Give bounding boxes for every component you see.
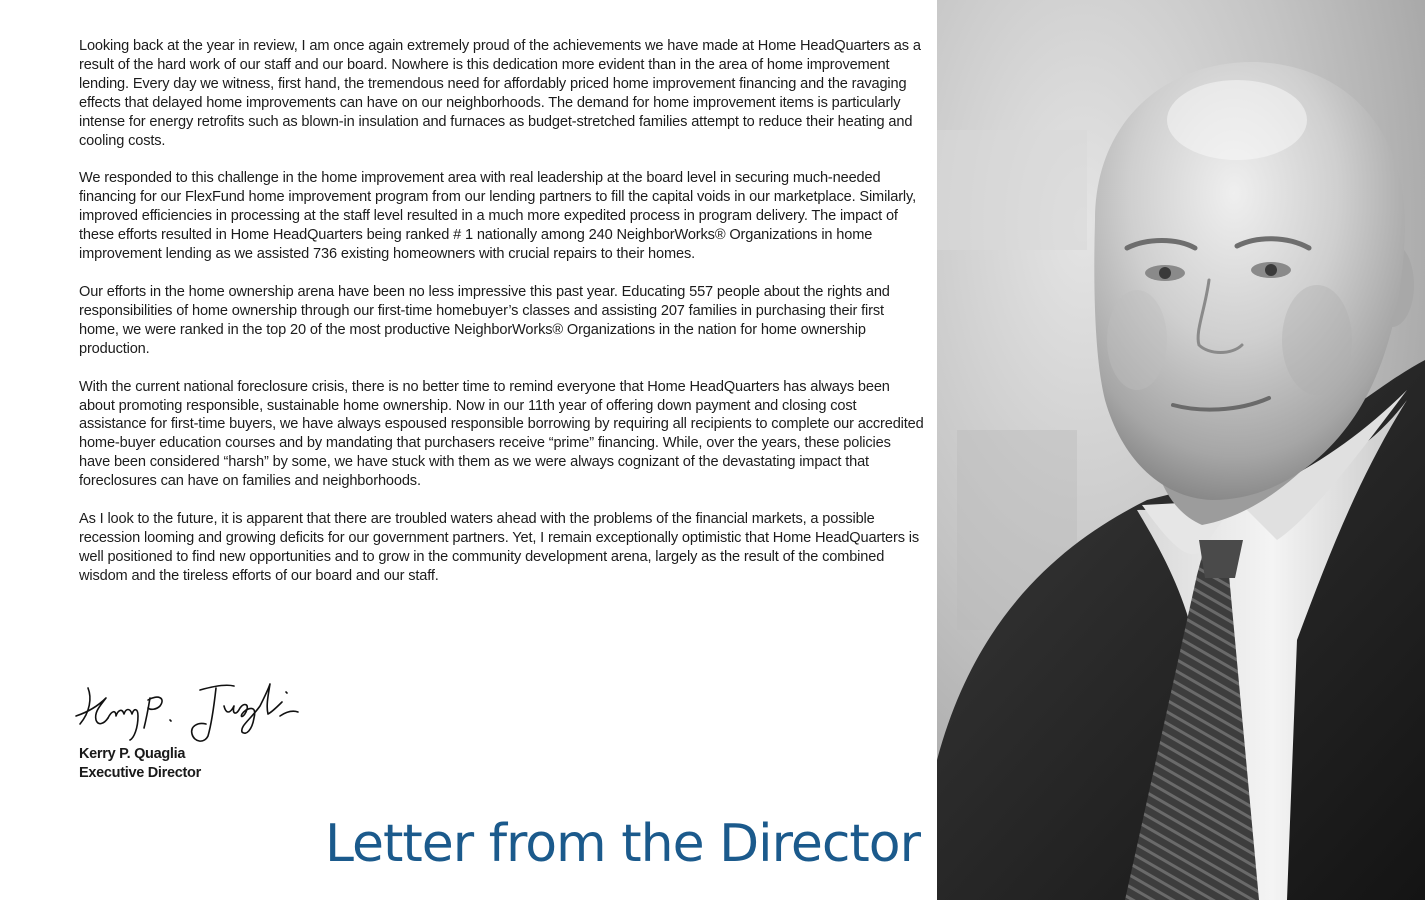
handwritten-signature (74, 676, 304, 746)
signer-block (79, 745, 201, 783)
letter-paragraph: Our efforts in the home ownership arena have been no less impressive this past year. Educating 557 people about the rights and responsibilities of home ownership through our first-time homebuyer’s classes and assisting 207 families in purchasing their first home, we were ranked in the top 20 of the most productive NeighborWorks® Organizations in the nation for home ownership production. (79, 283, 890, 357)
letter-paragraph: We responded to this challenge in the home improvement area with real leadership at the board level in securing much-needed financing for our FlexFund home improvement program from our lending partners to fill the capital voids in our marketplace. Similarly, improved efficiencies in processing at the staff level resulted in a much more expedited process in program delivery. The impact of these efforts resulted in Home HeadQuarters being ranked # 1 nationally among 240 NeighborWorks® Organizations in home improvement lending as we assisted 736 existing homeowners with crucial repairs to their homes. (79, 170, 916, 263)
letter-paragraph: As I look to the future, it is apparent that there are troubled waters ahead with the problems of the financial markets, a possible recession looming and growing deficits for our government partners. Yet, I remain exceptionally optimistic that Home HeadQuarters is well positioned to find new opportunities and to grow in the community development arena, largely as the result of the combined wisdom and the tireless efforts of our board and our staff. (79, 511, 920, 584)
letter-paragraph: With the current national foreclosure crisis, there is no better time to remind everyone that Home HeadQuarters has always been about promoting responsible, sustainable home ownership. Now in our 11th year of offering down payment and closing cost assistance for first-time buyers, we have always espoused responsible borrowing by requiring all recipients to complete our accredited home-buyer education courses and by mandating that purchasers receive “prime” financing. While, over the years, these policies have been considered “harsh” by some, we have stuck with them as we were always cognizant of the devastating impact that foreclosures can have on families and neighborhoods. (79, 378, 924, 490)
director-portrait-photo (937, 0, 1425, 900)
page-title: Letter from the Director (324, 814, 920, 874)
signer-title: Executive Director (79, 765, 201, 781)
letter-paragraph: Looking back at the year in review, I am once again extremely proud of the achievements we have made at Home HeadQuarters as a result of the hard work of our staff and our board. Nowhere is this dedication more evident than in the area of home improvement lending. Every day we witness, first hand, the tremendous need for affordably priced home improvement financing and the ravaging effects that delayed home improvements can have on our neighborhoods. The demand for home improvement items is particularly intense for energy retrofits such as blown-in insulation and furnaces as budget-stretched families attempt to reduce their heating and cooling costs. (79, 38, 921, 149)
letter-body (79, 37, 924, 605)
signer-name: Kerry P. Quaglia (79, 746, 186, 762)
